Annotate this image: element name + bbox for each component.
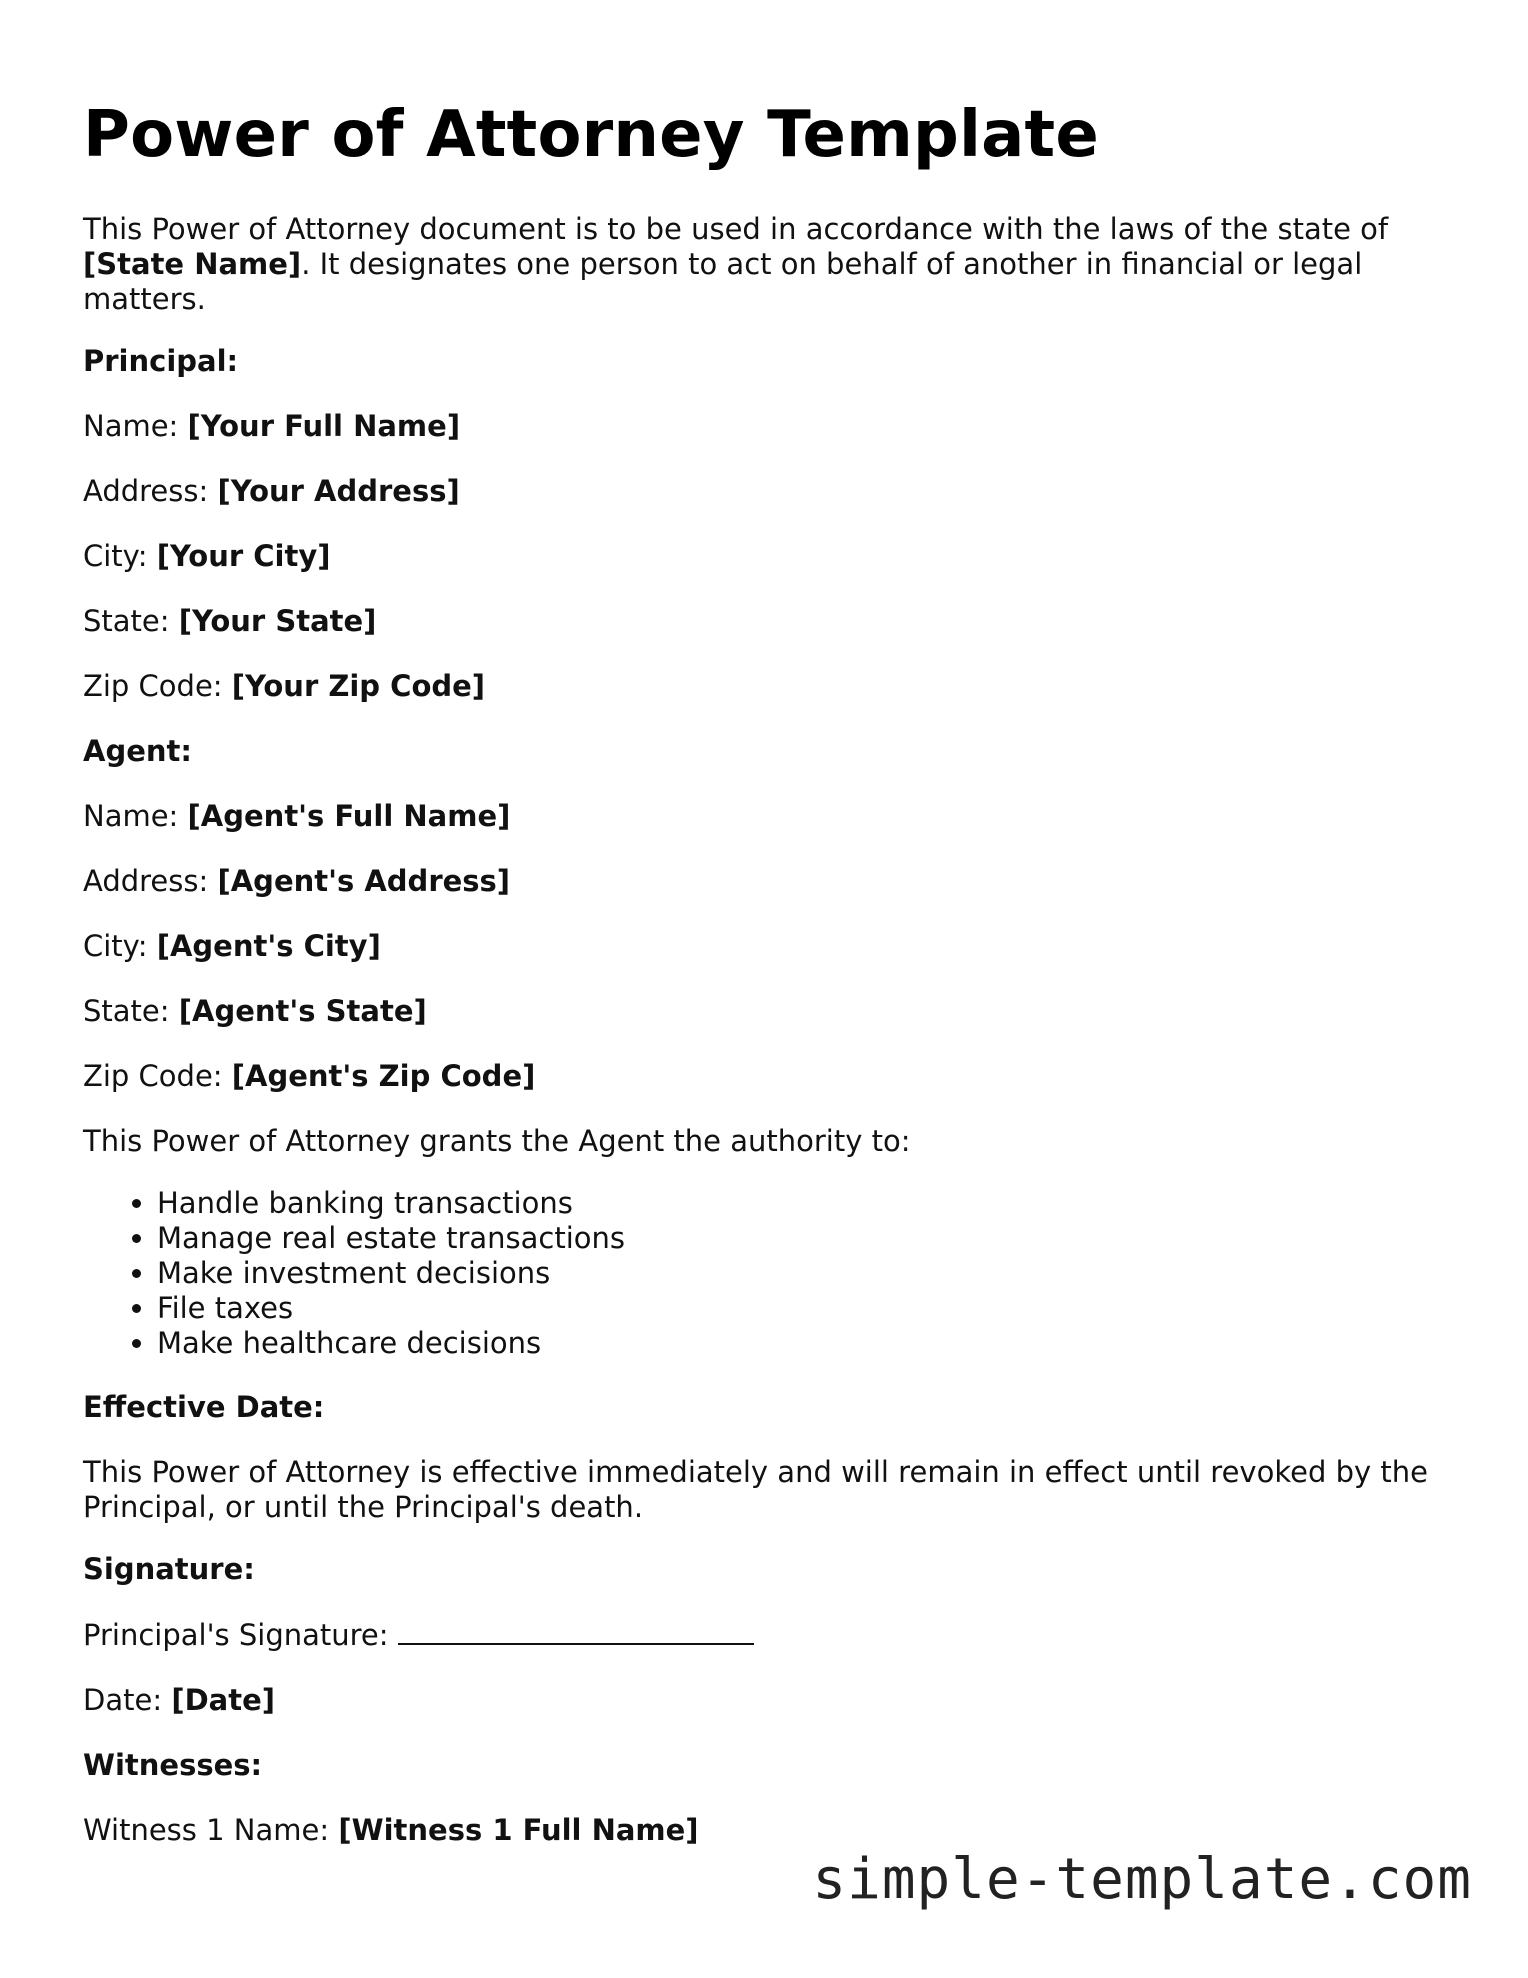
principal-city-field [83, 539, 1443, 574]
field-value: [Agent's State] [178, 994, 427, 1029]
agent-address-field [83, 864, 1443, 899]
watermark: simple-template.com [812, 1847, 1472, 1912]
field-label: Name: [83, 409, 188, 444]
field-value: [Agent's Zip Code] [231, 1059, 536, 1094]
witness-1-field [83, 1813, 1443, 1848]
signature-line[interactable] [398, 1617, 754, 1645]
agent-name-field [83, 799, 1443, 834]
page-title: Power of Attorney Template [83, 98, 1099, 172]
field-label: Zip Code: [83, 1059, 232, 1094]
field-label: City: [83, 929, 157, 964]
field-label: Zip Code: [83, 669, 232, 704]
agent-state-field [83, 994, 1443, 1029]
effective-date-heading: Effective Date: [83, 1390, 325, 1425]
field-label: Witness 1 Name: [83, 1813, 339, 1848]
intro-text-after: . It designates one person to act on behalf of another in financial or legal matters. [83, 247, 1363, 317]
field-label: City: [83, 539, 157, 574]
field-value: [Your State] [178, 604, 377, 639]
field-value: [Agent's City] [156, 929, 381, 964]
field-label: Principal's Signature: [83, 1618, 398, 1653]
agent-zip-field [83, 1059, 1443, 1094]
signature-heading: Signature: [83, 1552, 255, 1587]
list-item: • Manage real estate transactions [157, 1221, 1443, 1256]
field-value: [Your City] [156, 539, 331, 574]
list-item: • Make healthcare decisions [157, 1326, 1443, 1361]
field-label: Date: [83, 1683, 172, 1718]
authority-list [83, 1186, 1443, 1361]
intro-paragraph [83, 212, 1443, 317]
principal-signature-field [83, 1617, 1443, 1653]
document-page [83, 100, 1443, 1878]
field-value: [Date] [171, 1683, 275, 1718]
signature-date-field [83, 1683, 1443, 1718]
field-value: [Your Address] [217, 474, 460, 509]
field-label: State: [83, 994, 179, 1029]
witnesses-heading: Witnesses: [83, 1748, 263, 1783]
field-value: [Agent's Address] [217, 864, 511, 899]
field-label: Address: [83, 864, 218, 899]
field-value: [Witness 1 Full Name] [338, 1813, 699, 1848]
field-label: State: [83, 604, 179, 639]
state-name-placeholder: [State Name] [83, 247, 302, 282]
principal-heading: Principal: [83, 344, 239, 379]
field-value: [Your Full Name] [187, 409, 461, 444]
field-value: [Your Zip Code] [231, 669, 486, 704]
principal-zip-field [83, 669, 1443, 704]
effective-date-text: This Power of Attorney is effective immediately and will remain in effect until revoked by the Principal, or until the Principal's death. [83, 1455, 1428, 1525]
intro-text-before: This Power of Attorney document is to be used in accordance with the laws of the state of [83, 212, 1389, 247]
field-value: [Agent's Full Name] [187, 799, 511, 834]
agent-city-field [83, 929, 1443, 964]
list-item: • Make investment decisions [157, 1256, 1443, 1291]
list-item: • File taxes [157, 1291, 1443, 1326]
field-label: Address: [83, 474, 218, 509]
principal-state-field [83, 604, 1443, 639]
list-item: • Handle banking transactions [157, 1186, 1443, 1221]
principal-name-field [83, 409, 1443, 444]
principal-address-field [83, 474, 1443, 509]
agent-heading: Agent: [83, 734, 192, 769]
field-label: Name: [83, 799, 188, 834]
authority-intro: This Power of Attorney grants the Agent the authority to: [83, 1124, 911, 1159]
